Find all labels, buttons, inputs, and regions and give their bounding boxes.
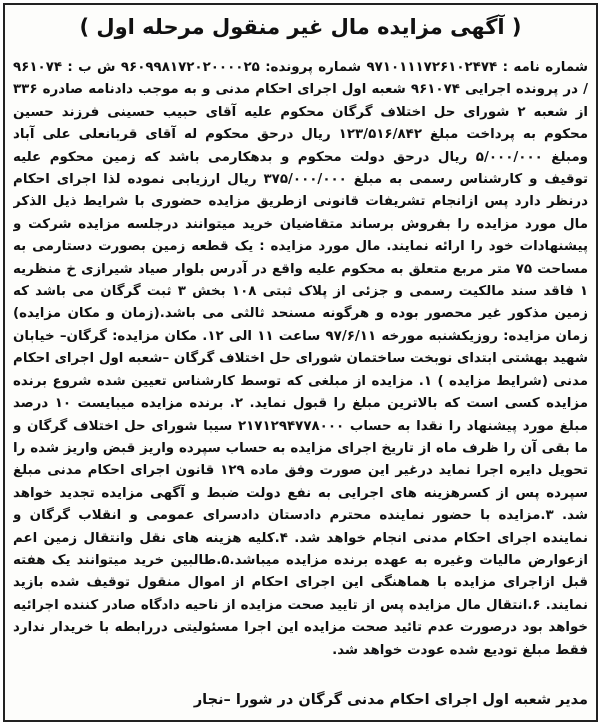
notice-body-text: شماره نامه : ۹۷۱۰۱۱۱۷۲۶۱۰۲۴۷۴ شماره پرونده: ۹۶۰۹۹۸۱۷۲۰۲۰۰۰۰۲۵ ش ب : ۹۶۱۰۷۴ / در پرونده اجرایی ۹۶۱۰۷۴ شعبه اول اجرای احکام مدنی و به موجب دادنامه صادره ۳۳۶ از شعبه ۲ شورای حل اختلاف گرگان محکوم علیه آقای حبیب حسینی فرزند حسین محکوم به پرداخت مبلغ ۱۲۳/۵۱۶/۸۴۲ ریال درحق محکوم له آقای قربانعلی علی آباد ومبلغ ۵/۰۰۰/۰۰۰ ریال درحق دولت محکوم و بدهکارمی باشد که زمین محکوم علیه توقیف و کارشناس رسمی به مبلغ ۳۷۵/۰۰۰/۰۰۰ ریال ارزیابی نموده لذا اجرای احکام درنظر دارد پس ازانجام تشریفات قانونی ازطریق مزایده حضوری با شرایط ذیل الذکر مال مورد مزایده را بفروش برساند متقاضیان خرید میتوانند درجلسه مزایده شرکت و پیشنهادات خود را ارائه نمایند. مال مورد مزایده : یک قطعه زمین بصورت دستارمی به مساحت ۷۵ متر مربع متعلق به محکوم علیه واقع در آدرس بلوار صیاد شیرازی خ منظریه ۱ فاقد سند مالکیت رسمی و جزئی از پلاک ثبتی ۱۰۸ بخش ۳ ثبت گرگان می باشد که زمین مذکور غیر محصور بوده و هرگونه مسنحد ثالثی می باشد.(زمان و مکان مزایده) زمان مزایده: روزیکشنبه مورخه ۹۷/۶/۱۱ ساعت ۱۱ الی ۱۲. مکان مزایده: گرگان– خیابان شهید بهشتی ابتدای نوبخت ساختمان شورای حل اختلاف گرگان –شعبه اول اجرای احکام مدنی (شرایط مزایده ) ۱. مزایده از مبلغی که توسط کارشناس تعیین شده شروع برنده مزایده کسی است که بالاترین مبلغ را قبول نماید. ۲. برنده مزایده میبایست ۱۰ درصد مبلغ مورد پیشنهاد را نقدا به حساب ۲۱۷۱۲۹۴۷۷۸۰۰۰ سیبا شورای حل اختلاف گرگان و ما بقی آن را ظرف ماه از تاریخ اجرای مزایده به حساب سپرده واریز قبض واریز شده را تحویل دایره اجرا نماید درغیر این صورت وفق ماده ۱۲۹ قانون اجرای احکام مدنی مبلغ سپرده پس از کسرهزینه های اجرایی به نفع دولت ضبط و آگهی مزایده تجدید خواهد شد. ۳.مزایده با حضور نماینده محترم دادستان دادسرای عمومی و انقلاب گرگان و نماینده اجرای احکام مدنی انجام خواهد شد. ۴.کلیه هزینه های نقل وانتقال زمین اعم ازعوارض مالیات وغیره به عهده برنده مزایده میباشد.۵.طالبین خرید میتوانند یک هفته قبل ازاجرای مزایده با هماهنگی این اجرای احکام از اموال منقول توقیف شده بازید نمایند. ۶.انتقال مال مزایده پس از تایید صحت مزایده از ناحیه دادگاه صادر کننده اجرائیه خواهد بود درصورت عدم تائید صحت مزایده این اجرا مسئولیتی دررابطه با خریدار ندارد فقط مبلغ تودیع شده عودت خواهد شد. — [13, 60, 588, 658]
notice-title: ( آگهی مزایده مال غیر منقول مرحله اول ) — [79, 15, 522, 39]
notice-signature: مدیر شعبه اول اجرای احکام مدنی گرگان در شورا –نجار — [193, 692, 588, 708]
notice-frame — [3, 3, 598, 722]
notice-body — [13, 57, 588, 687]
